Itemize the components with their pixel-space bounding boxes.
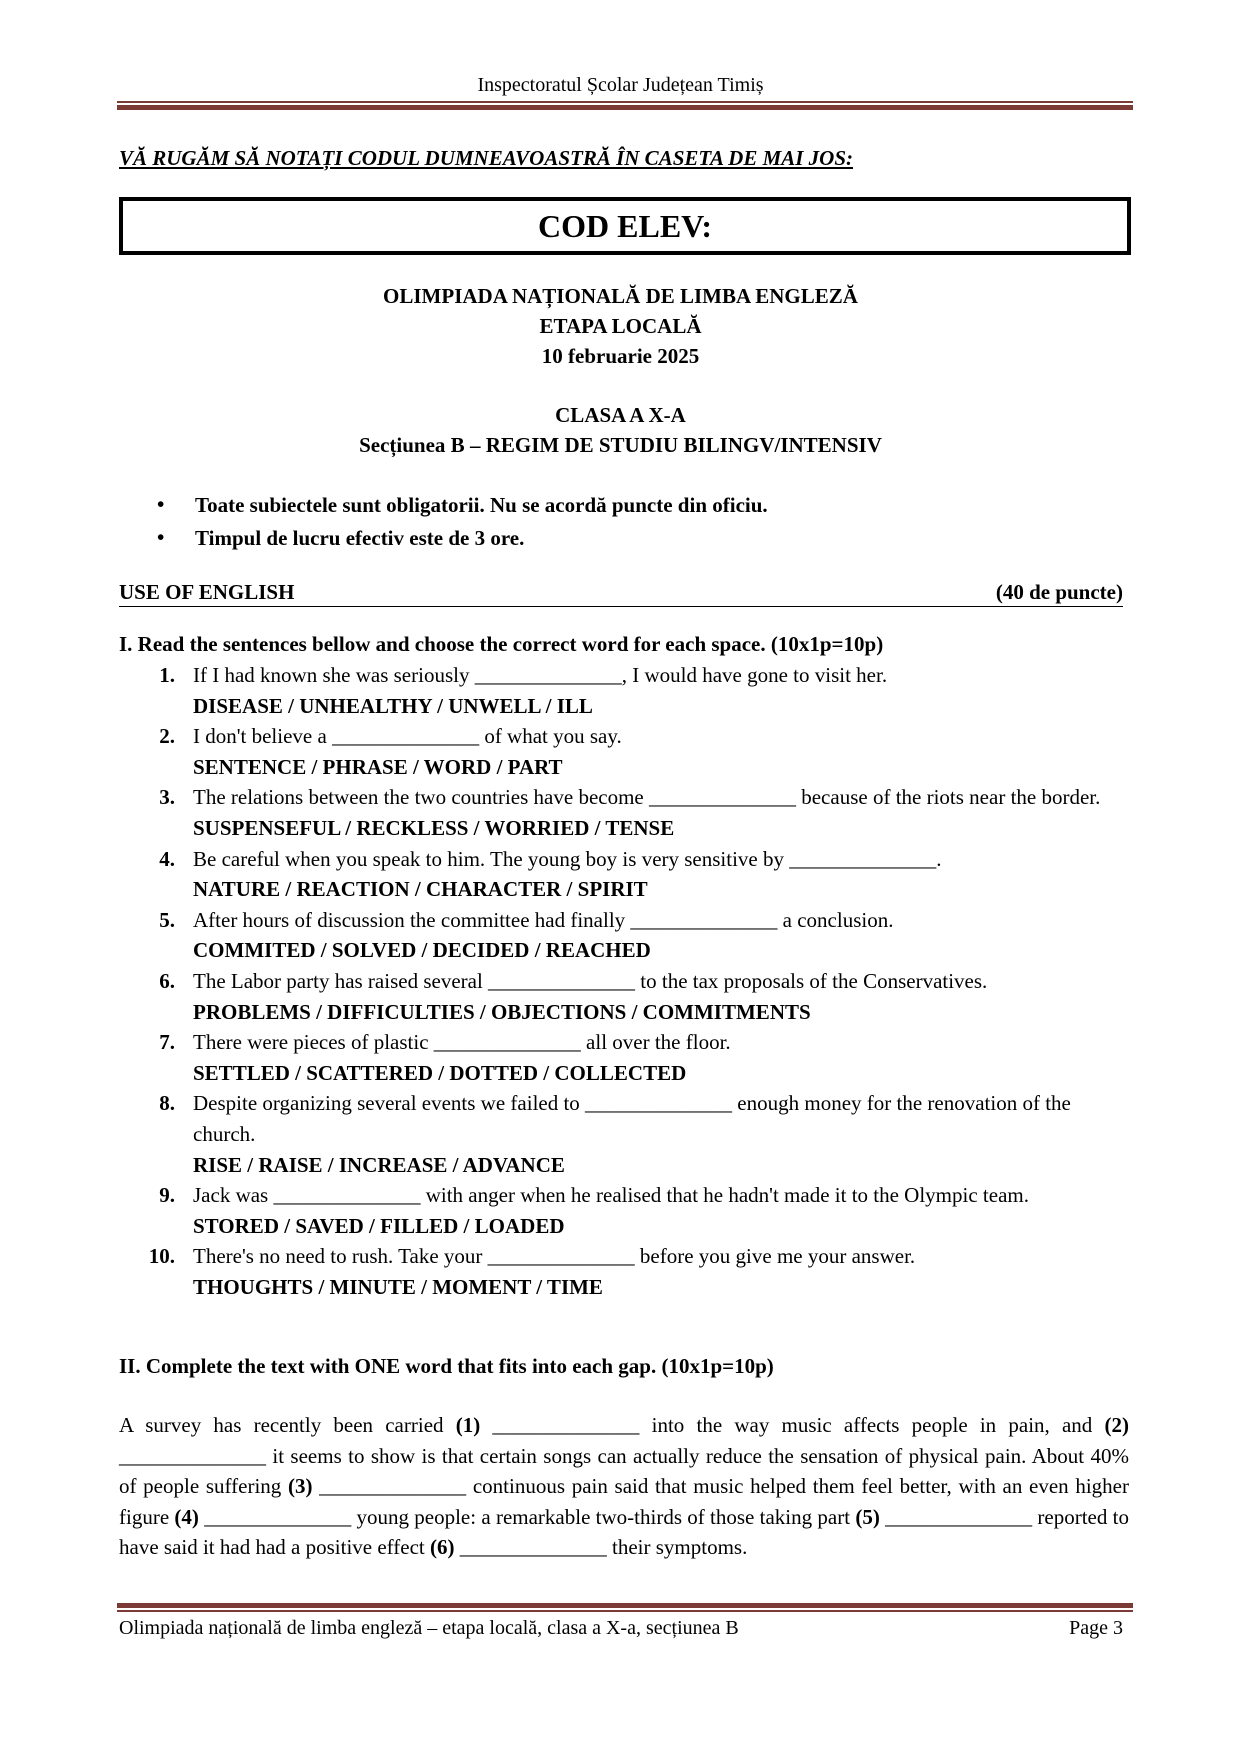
exercise-2-title: II. Complete the text with ONE word that fits into each gap. (10x1p=10p) xyxy=(119,1354,774,1378)
question-item xyxy=(119,844,1129,905)
answer-options: DISEASE / UNHEALTHY / UNWELL / ILL xyxy=(193,693,593,718)
section-points: (40 de puncte) xyxy=(995,580,1123,604)
question-number: 8. xyxy=(159,1091,175,1116)
gap-number: (3) xyxy=(287,1474,313,1499)
question-item xyxy=(119,1027,1129,1088)
question-number: 7. xyxy=(159,1030,175,1055)
text-segment: ______________ continuous pain said that music helped them feel better, with an even higher figure xyxy=(119,1474,1129,1529)
header-rule xyxy=(117,101,1133,110)
answer-options: NATURE / REACTION / CHARACTER / SPIRIT xyxy=(193,877,648,902)
text-segment: ______________ reported to have said it had had a positive effect xyxy=(119,1504,1129,1560)
student-code-box: COD ELEV: xyxy=(119,197,1131,255)
answer-options: RISE / RAISE / INCREASE / ADVANCE xyxy=(193,1152,565,1177)
gap-number: (5) xyxy=(855,1504,880,1529)
text-segment: ______________ their symptoms. xyxy=(454,1535,748,1560)
question-number: 4. xyxy=(159,846,175,871)
question-item xyxy=(119,660,1129,721)
footer-rule xyxy=(117,1603,1133,1612)
question-text: Jack was ______________ with anger when he realised that he hadn't made it to the Olympic team. xyxy=(193,1183,1029,1208)
question-number: 6. xyxy=(159,968,175,993)
question-text: Be careful when you speak to him. The young boy is very sensitive by ______________. xyxy=(193,846,942,871)
gap-number: (6) xyxy=(430,1535,455,1560)
code-notice: VĂ RUGĂM SĂ NOTAȚI CODUL DUMNEAVOASTRĂ ÎN CASETA DE MAI JOS: xyxy=(119,146,854,170)
exercise-1-items xyxy=(119,660,1129,1302)
text-segment: ______________ into the way music affects people in pain, and xyxy=(480,1413,1105,1437)
question-text: I don't believe a ______________ of what you say. xyxy=(193,724,622,749)
question-item xyxy=(119,1180,1129,1241)
question-text: The Labor party has raised several ______________ to the tax proposals of the Conservatives. xyxy=(193,968,988,993)
exercise-2-text xyxy=(119,1410,1129,1563)
question-number: 2. xyxy=(159,724,175,749)
grade-title: CLASA A X-A xyxy=(555,403,686,427)
question-item xyxy=(119,1241,1129,1302)
answer-options: THOUGHTS / MINUTE / MOMENT / TIME xyxy=(193,1274,603,1299)
question-number: 1. xyxy=(159,663,175,687)
question-text: The relations between the two countries have become ______________ because of the riots near the border. xyxy=(193,785,1101,810)
question-item xyxy=(119,721,1129,782)
gap-number: (4) xyxy=(174,1504,199,1529)
answer-options: SUSPENSEFUL / RECKLESS / WORRIED / TENSE xyxy=(193,815,675,840)
question-text: There were pieces of plastic ______________ all over the floor. xyxy=(193,1030,731,1055)
rule-item: • Toate subiectele sunt obligatorii. Nu se acordă puncte din oficiu. xyxy=(155,493,768,526)
answer-options: STORED / SAVED / FILLED / LOADED xyxy=(193,1213,565,1238)
question-number: 3. xyxy=(159,785,175,810)
text-segment: A survey has recently been carried xyxy=(119,1413,456,1437)
question-item xyxy=(119,905,1129,966)
section-title: Secțiunea B – REGIM DE STUDIU BILINGV/INTENSIV xyxy=(359,433,882,457)
question-text: There's no need to rush. Take your ______________ before you give me your answer. xyxy=(193,1244,916,1269)
answer-options: COMMITED / SOLVED / DECIDED / REACHED xyxy=(193,938,651,963)
exam-date: 10 februarie 2025 xyxy=(541,344,700,368)
stage-title: ETAPA LOCALĂ xyxy=(539,314,702,338)
exercise-1-title: I. Read the sentences bellow and choose the correct word for each space. (10x1p=10p) xyxy=(119,632,884,656)
rule-item: • Timpul de lucru efectiv este de 3 ore. xyxy=(155,526,768,559)
question-item xyxy=(119,966,1129,1027)
question-number: 10. xyxy=(148,1244,175,1269)
question-number: 9. xyxy=(159,1183,175,1208)
text-segment: ______________ it seems to show is that certain songs can actually reduce the sensation of physical pain. About 40% of people suffering xyxy=(119,1443,1129,1499)
question-text: Despite organizing several events we failed to ______________ enough money for the renovation of the church. xyxy=(193,1091,1071,1146)
answer-options: SENTENCE / PHRASE / WORD / PART xyxy=(193,754,563,779)
question-item xyxy=(119,782,1129,843)
answer-options: PROBLEMS / DIFFICULTIES / OBJECTIONS / COMMITMENTS xyxy=(193,999,811,1024)
olympiad-title: OLIMPIADA NAȚIONALĂ DE LIMBA ENGLEZĂ xyxy=(383,284,858,308)
question-item xyxy=(119,1088,1129,1180)
rules-list xyxy=(155,493,768,559)
section-name: USE OF ENGLISH xyxy=(119,580,295,604)
gap-number: (2) xyxy=(1104,1413,1129,1437)
question-number: 5. xyxy=(159,907,175,932)
section-heading xyxy=(119,580,1123,607)
page-number: Page 3 xyxy=(1069,1617,1123,1639)
answer-options: SETTLED / SCATTERED / DOTTED / COLLECTED xyxy=(193,1060,687,1085)
footer-text: Olimpiada națională de limba engleză – etapa locală, clasa a X-a, secțiunea B xyxy=(119,1617,739,1639)
gap-number: (1) xyxy=(455,1413,481,1437)
question-text: After hours of discussion the committee had finally ______________ a conclusion. xyxy=(193,907,894,932)
header-institution: Inspectoratul Școlar Județean Timiș xyxy=(477,74,764,96)
question-text: If I had known she was seriously ______________, I would have gone to visit her. xyxy=(193,663,888,687)
text-segment: ______________ young people: a remarkable two-thirds of those taking part xyxy=(198,1504,856,1529)
